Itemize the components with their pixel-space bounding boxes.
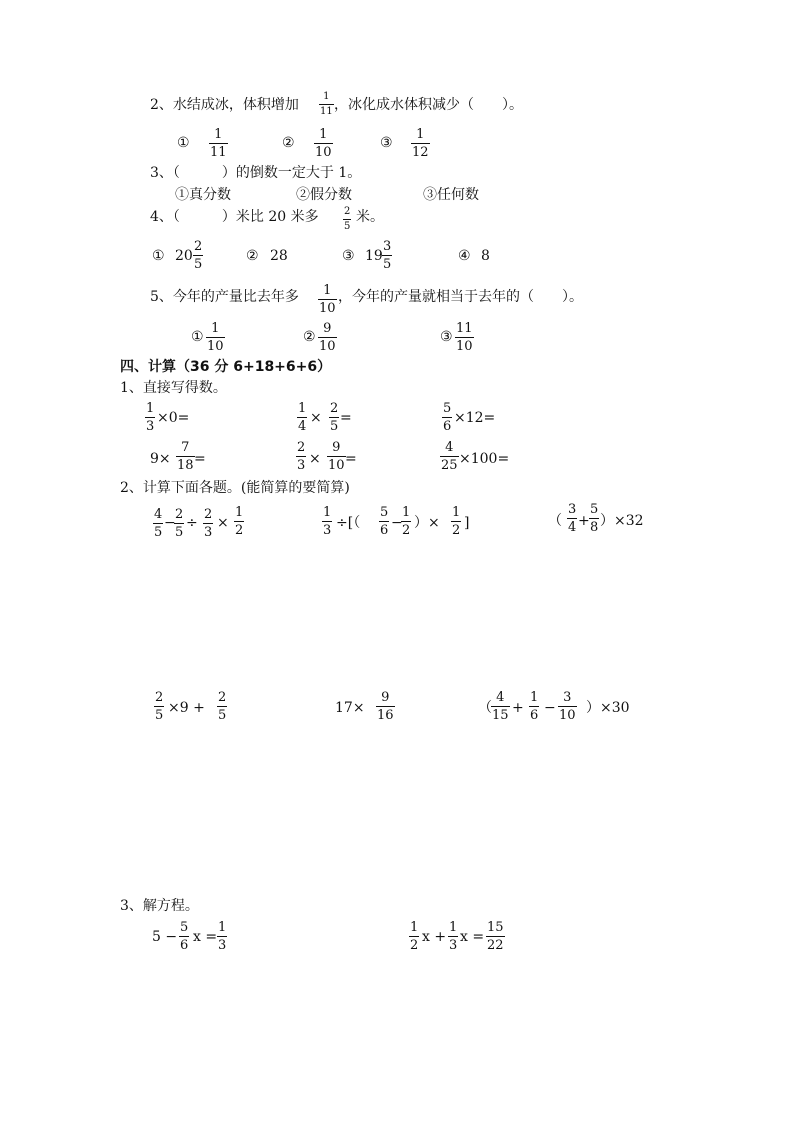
denominator: 10 bbox=[328, 458, 345, 473]
fraction-bar bbox=[567, 518, 577, 519]
denominator: 11 bbox=[320, 106, 333, 117]
fraction-bar bbox=[176, 456, 195, 457]
fraction-bar bbox=[153, 523, 163, 524]
fraction-bar bbox=[209, 143, 228, 144]
q4-option-3-fraction bbox=[382, 240, 392, 271]
numerator: 2 bbox=[175, 507, 184, 522]
fraction-bar bbox=[296, 456, 306, 457]
fraction-bar bbox=[491, 706, 510, 707]
fraction-bar bbox=[455, 337, 474, 338]
numerator: 15 bbox=[487, 920, 504, 935]
denominator: 5 bbox=[344, 221, 351, 232]
fraction-bar bbox=[154, 706, 164, 707]
equations-heading: 3、解方程。 bbox=[120, 898, 199, 914]
numerator: 1 bbox=[452, 505, 461, 520]
calc-2-op-2: − bbox=[391, 515, 403, 531]
q4-stem-fraction bbox=[343, 207, 351, 232]
denominator: 4 bbox=[298, 419, 307, 434]
calc-3-open: （ bbox=[548, 513, 562, 529]
calc-4-op-1: ×9 + bbox=[168, 700, 205, 716]
fraction-bar bbox=[327, 456, 346, 457]
denominator: 2 bbox=[235, 523, 244, 538]
fraction-bar bbox=[322, 521, 332, 522]
fraction-bar bbox=[486, 936, 505, 937]
denominator: 2 bbox=[410, 938, 419, 953]
numerator: 2 bbox=[330, 401, 339, 416]
direct-4-head: 9× bbox=[150, 451, 171, 467]
denominator: 5 bbox=[154, 525, 163, 540]
calc-3-frac-a bbox=[567, 503, 577, 534]
denominator: 4 bbox=[568, 520, 577, 535]
denominator: 12 bbox=[412, 145, 429, 160]
direct-4-tail: = bbox=[194, 451, 206, 467]
numerator: 4 bbox=[445, 440, 454, 455]
numerator: 2 bbox=[204, 507, 213, 522]
eq-1-rhs bbox=[217, 921, 227, 952]
denominator: 6 bbox=[180, 938, 189, 953]
denominator: 8 bbox=[590, 520, 599, 535]
calc-2-op-1: ÷[（ bbox=[336, 515, 361, 531]
calc-2-frac-c bbox=[401, 506, 411, 537]
calc-4-frac-b bbox=[217, 691, 227, 722]
denominator: 3 bbox=[323, 523, 332, 538]
direct-5-fraction-a bbox=[296, 441, 306, 472]
q2-stem-prefix: 2、水结成冰，体积增加 bbox=[150, 97, 299, 113]
fraction-bar bbox=[145, 417, 155, 418]
eq-1-head: 5 − bbox=[152, 929, 178, 945]
numerator: 2 bbox=[218, 690, 227, 705]
fraction-bar bbox=[376, 706, 395, 707]
calc-6-frac-c bbox=[558, 691, 577, 722]
fraction-bar bbox=[379, 521, 389, 522]
numerator: 3 bbox=[383, 239, 392, 254]
fraction-bar bbox=[203, 523, 213, 524]
q4-stem-prefix: 4、（ ）米比 20 米多 bbox=[150, 209, 319, 225]
denominator: 2 bbox=[402, 523, 411, 538]
calc-6-close: ）×30 bbox=[586, 700, 630, 716]
q4-option-3-whole: 19 bbox=[365, 248, 383, 264]
calc-5-head: 17× bbox=[335, 700, 365, 716]
direct-5-operator: × bbox=[309, 451, 321, 467]
numerator: 1 bbox=[319, 127, 328, 142]
eq-2-op-1: x + bbox=[422, 929, 447, 945]
calc-2-op-4: ] bbox=[464, 515, 470, 531]
fraction-bar bbox=[558, 706, 577, 707]
denominator: 2 bbox=[452, 523, 461, 538]
fraction-bar bbox=[401, 521, 411, 522]
calc-1-op-1: − bbox=[164, 515, 176, 531]
denominator: 25 bbox=[441, 458, 458, 473]
fraction-bar bbox=[318, 299, 337, 300]
fraction-bar bbox=[217, 706, 227, 707]
fraction-bar bbox=[329, 417, 339, 418]
numerator: 1 bbox=[298, 401, 307, 416]
numerator: 1 bbox=[218, 920, 227, 935]
fraction-bar bbox=[529, 706, 539, 707]
numerator: 1 bbox=[323, 91, 330, 102]
numerator: 5 bbox=[590, 502, 599, 517]
calc-2-frac-b bbox=[379, 506, 389, 537]
calc-6-open: （ bbox=[478, 700, 492, 716]
numerator: 3 bbox=[563, 690, 572, 705]
numerator: 5 bbox=[380, 505, 389, 520]
q3-stem: 3、（ ）的倒数一定大于 1。 bbox=[150, 165, 362, 181]
fraction-bar bbox=[409, 936, 419, 937]
numerator: 5 bbox=[443, 401, 452, 416]
numerator: 1 bbox=[323, 283, 332, 298]
calc-1-frac-a bbox=[153, 508, 163, 539]
fraction-bar bbox=[451, 521, 461, 522]
fraction-bar bbox=[442, 417, 452, 418]
direct-heading: 1、直接写得数。 bbox=[120, 380, 227, 396]
denominator: 6 bbox=[380, 523, 389, 538]
numerator: 5 bbox=[180, 920, 189, 935]
direct-6-tail: ×100= bbox=[459, 451, 510, 467]
q4-option-4-value: 8 bbox=[481, 248, 490, 264]
numerator: 4 bbox=[154, 507, 163, 522]
numerator: 1 bbox=[449, 920, 458, 935]
q2-option-2-marker: ② bbox=[282, 135, 295, 151]
denominator: 10 bbox=[319, 339, 336, 354]
q5-option-2-fraction bbox=[318, 322, 337, 353]
q2-option-3-fraction bbox=[411, 128, 430, 159]
q5-option-2-marker: ② bbox=[303, 329, 316, 345]
q2-option-2-fraction bbox=[314, 128, 333, 159]
direct-2-tail: = bbox=[340, 410, 352, 426]
fraction-bar bbox=[448, 936, 458, 937]
direct-3-tail: ×12= bbox=[454, 410, 496, 426]
direct-2-fraction-a bbox=[297, 402, 307, 433]
denominator: 3 bbox=[297, 458, 306, 473]
calc-6-frac-b bbox=[529, 691, 539, 722]
calc-2-op-3: ）× bbox=[414, 515, 440, 531]
fraction-bar bbox=[440, 456, 459, 457]
fraction-bar bbox=[343, 219, 351, 220]
calc-1-frac-c bbox=[203, 508, 213, 539]
calc-6-frac-a bbox=[491, 691, 510, 722]
q5-option-1-fraction bbox=[206, 322, 225, 353]
q5-stem-prefix: 5、今年的产量比去年多 bbox=[150, 289, 299, 305]
q5-option-3-fraction bbox=[455, 322, 474, 353]
denominator: 5 bbox=[194, 257, 203, 272]
q2-stem-fraction bbox=[319, 92, 334, 117]
denominator: 10 bbox=[559, 708, 576, 723]
calc-3-close: ）×32 bbox=[600, 513, 644, 529]
q2-option-1-marker: ① bbox=[177, 135, 190, 151]
fraction-bar bbox=[206, 337, 225, 338]
direct-1-tail: ×0= bbox=[157, 410, 190, 426]
eq-1-frac bbox=[179, 921, 189, 952]
q4-option-2-marker: ② bbox=[246, 248, 259, 264]
calc-1-op-3: × bbox=[217, 515, 229, 531]
numerator: 2 bbox=[155, 690, 164, 705]
q5-stem-suffix: ，今年的产量就相当于去年的（ ）。 bbox=[338, 289, 583, 305]
numerator: 3 bbox=[568, 502, 577, 517]
denominator: 5 bbox=[155, 708, 164, 723]
direct-6-fraction bbox=[440, 441, 459, 472]
denominator: 3 bbox=[218, 938, 227, 953]
fraction-bar bbox=[382, 255, 392, 256]
denominator: 10 bbox=[207, 339, 224, 354]
calc-2-frac-a bbox=[322, 506, 332, 537]
q3-option-2: ②假分数 bbox=[296, 187, 352, 203]
direct-5-fraction-b bbox=[327, 441, 346, 472]
fraction-bar bbox=[411, 143, 430, 144]
calc-3-frac-b bbox=[589, 503, 599, 534]
calc-heading: 2、计算下面各题。(能简算的要简算) bbox=[120, 480, 350, 496]
denominator: 5 bbox=[218, 708, 227, 723]
fraction-bar bbox=[297, 417, 307, 418]
numerator: 1 bbox=[402, 505, 411, 520]
fraction-bar bbox=[314, 143, 333, 144]
q4-option-3-marker: ③ bbox=[342, 248, 355, 264]
denominator: 10 bbox=[319, 301, 336, 316]
numerator: 2 bbox=[297, 440, 306, 455]
fraction-bar bbox=[193, 255, 203, 256]
denominator: 6 bbox=[530, 708, 539, 723]
numerator: 2 bbox=[344, 206, 351, 217]
eq-2-frac-a bbox=[409, 921, 419, 952]
calc-1-frac-b bbox=[174, 508, 184, 539]
q3-option-1: ①真分数 bbox=[175, 187, 231, 203]
calc-6-op-1: + bbox=[512, 700, 524, 716]
denominator: 10 bbox=[315, 145, 332, 160]
numerator: 2 bbox=[194, 239, 203, 254]
q5-option-1-marker: ① bbox=[191, 329, 204, 345]
fraction-bar bbox=[318, 337, 337, 338]
calc-3-op-1: + bbox=[578, 513, 590, 529]
q4-option-2-value: 28 bbox=[270, 248, 288, 264]
eq-1-mid: x = bbox=[193, 929, 218, 945]
denominator: 15 bbox=[492, 708, 509, 723]
calc-2-frac-d bbox=[451, 506, 461, 537]
numerator: 1 bbox=[211, 321, 220, 336]
eq-2-op-2: x = bbox=[460, 929, 485, 945]
fraction-bar bbox=[217, 936, 227, 937]
q2-stem-suffix: ，冰化成水体积减少（ ）。 bbox=[334, 97, 523, 113]
q4-option-1-marker: ① bbox=[152, 248, 165, 264]
q4-option-1-fraction bbox=[193, 240, 203, 271]
denominator: 10 bbox=[456, 339, 473, 354]
denominator: 22 bbox=[487, 938, 504, 953]
q4-option-1-whole: 20 bbox=[175, 248, 193, 264]
direct-3-fraction bbox=[442, 402, 452, 433]
q5-stem-fraction bbox=[318, 284, 337, 315]
numerator: 1 bbox=[146, 401, 155, 416]
numerator: 4 bbox=[496, 690, 505, 705]
denominator: 3 bbox=[204, 525, 213, 540]
denominator: 5 bbox=[383, 257, 392, 272]
fraction-bar bbox=[179, 936, 189, 937]
q2-option-3-marker: ③ bbox=[380, 135, 393, 151]
numerator: 1 bbox=[410, 920, 419, 935]
fraction-bar bbox=[319, 104, 334, 105]
numerator: 9 bbox=[381, 690, 390, 705]
denominator: 5 bbox=[175, 525, 184, 540]
section-4-title: 四、计算（36 分 6+18+6+6） bbox=[120, 359, 332, 375]
numerator: 9 bbox=[323, 321, 332, 336]
calc-1-frac-d bbox=[234, 506, 244, 537]
numerator: 1 bbox=[235, 505, 244, 520]
eq-2-rhs bbox=[486, 921, 505, 952]
direct-1-fraction bbox=[145, 402, 155, 433]
denominator: 11 bbox=[210, 145, 227, 160]
q4-option-4-marker: ④ bbox=[458, 248, 471, 264]
numerator: 9 bbox=[332, 440, 341, 455]
numerator: 7 bbox=[181, 440, 190, 455]
numerator: 1 bbox=[214, 127, 223, 142]
fraction-bar bbox=[234, 521, 244, 522]
direct-2-fraction-b bbox=[329, 402, 339, 433]
calc-4-frac-a bbox=[154, 691, 164, 722]
direct-2-operator: × bbox=[310, 410, 322, 426]
numerator: 11 bbox=[456, 321, 473, 336]
direct-4-fraction bbox=[176, 441, 195, 472]
direct-5-tail: = bbox=[345, 451, 357, 467]
denominator: 16 bbox=[377, 708, 394, 723]
denominator: 6 bbox=[443, 419, 452, 434]
calc-6-op-2: − bbox=[544, 700, 556, 716]
numerator: 1 bbox=[323, 505, 332, 520]
q4-stem-suffix: 米。 bbox=[356, 209, 384, 225]
eq-2-frac-b bbox=[448, 921, 458, 952]
fraction-bar bbox=[589, 518, 599, 519]
q2-option-1-fraction bbox=[209, 128, 228, 159]
q3-option-3: ③任何数 bbox=[423, 187, 479, 203]
numerator: 1 bbox=[530, 690, 539, 705]
denominator: 18 bbox=[177, 458, 194, 473]
denominator: 3 bbox=[146, 419, 155, 434]
numerator: 1 bbox=[416, 127, 425, 142]
denominator: 3 bbox=[449, 938, 458, 953]
q5-option-3-marker: ③ bbox=[440, 329, 453, 345]
fraction-bar bbox=[174, 523, 184, 524]
calc-5-frac bbox=[376, 691, 395, 722]
denominator: 5 bbox=[330, 419, 339, 434]
calc-1-op-2: ÷ bbox=[186, 515, 198, 531]
